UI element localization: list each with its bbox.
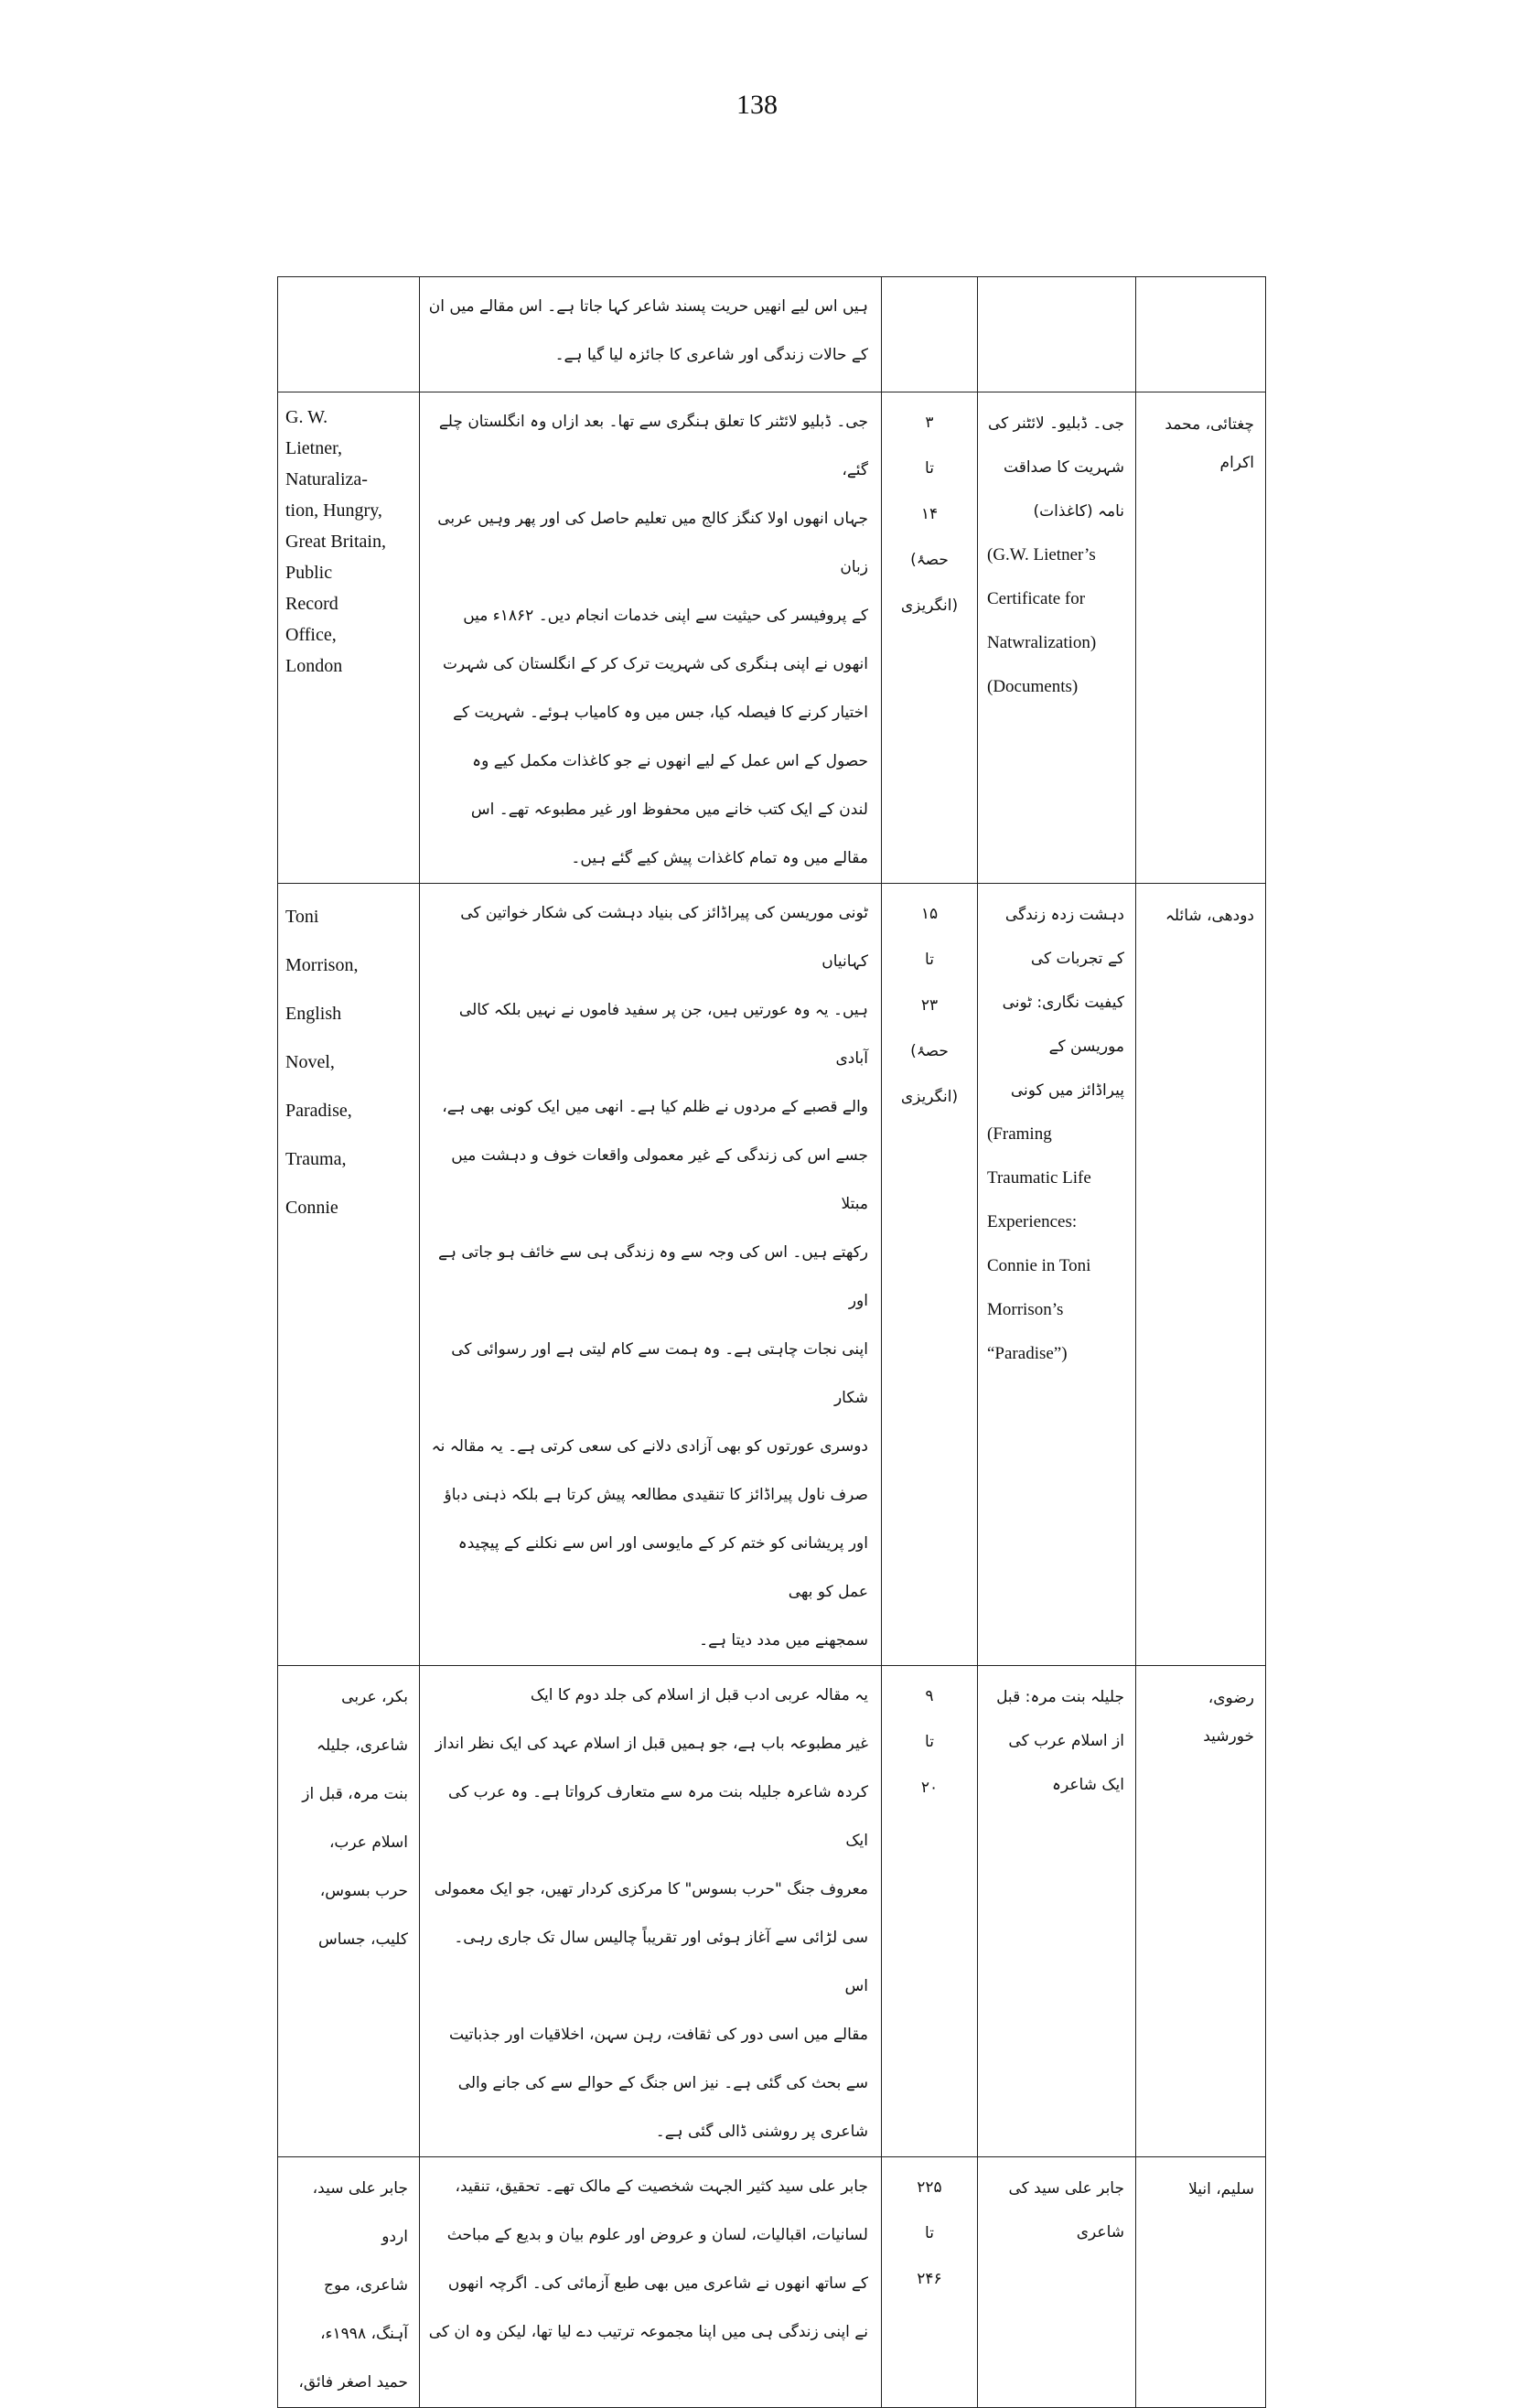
- keyword-line: Office,: [285, 625, 337, 645]
- author-cell: [1136, 2157, 1266, 2408]
- title-line: Natwralization): [987, 633, 1097, 652]
- abstract-cell: [420, 2157, 882, 2408]
- keywords: [278, 1666, 419, 1964]
- keyword-line: Novel,: [285, 1052, 335, 1072]
- title-line: “Paradise”): [987, 1344, 1068, 1363]
- abstract-line: انھوں نے اپنی ہنگری کی شہریت ترک کر کے انگلستان کی شہرت: [442, 655, 868, 673]
- keyword-line: Great Britain,: [285, 532, 386, 552]
- keyword-line: بنت مرہ، قبل از: [302, 1785, 408, 1803]
- article-title: [978, 392, 1135, 709]
- table-row: [278, 1666, 1266, 2157]
- abstract-line: ہیں۔ یہ وہ عورتیں ہیں، جن پر سفید فاموں نے نہیں بلکہ کالی آبادی: [458, 1001, 868, 1068]
- article-index-table: [277, 276, 1266, 2408]
- title-cell: [978, 884, 1136, 1666]
- pages-cell: [882, 392, 978, 884]
- keywords-cell: [278, 884, 420, 1666]
- article-title: [978, 2157, 1135, 2254]
- page-range-line: ۲۲۵: [917, 2178, 942, 2197]
- table-row: [278, 2157, 1266, 2408]
- title-cell: [978, 2157, 1136, 2408]
- abstract-line: اختیار کرنے کا فیصلہ کیا، جس میں وہ کامیاب ہوئے۔ شہریت کے: [453, 704, 868, 722]
- abstract-line: کے حالات زندگی اور شاعری کا جائزہ لیا گیا ہے۔: [554, 346, 868, 364]
- abstract-cell: [420, 884, 882, 1666]
- title-line: Connie in Toni: [987, 1256, 1091, 1275]
- page-range: [882, 1666, 977, 1811]
- keyword-line: آہنگ، ۱۹۹۸ء،: [320, 2325, 408, 2343]
- keywords-cell: [278, 392, 420, 884]
- abstract-line: لسانیات، اقبالیات، لسان و عروض اور علوم بیان و بدیع کے مباحث: [446, 2226, 868, 2244]
- abstract-line: ہیں اس لیے انھیں حریت پسند شاعر کہا جاتا ہے۔ اس مقالے میں ان: [428, 297, 868, 316]
- abstract-line: مقالے میں وہ تمام کاغذات پیش کیے گئے ہیں۔: [571, 849, 868, 867]
- abstract-line: والے قصبے کے مردوں نے ظلم کیا ہے۔ انھی میں ایک کونی بھی ہے،: [442, 1098, 868, 1116]
- abstract-line: کردہ شاعرہ جلیلہ بنت مرہ سے متعارف کرواتا ہے۔ وہ عرب کی ایک: [447, 1783, 868, 1850]
- title-cell: [978, 277, 1136, 392]
- abstract-cell: [420, 1666, 882, 2157]
- abstract-line: کے ساتھ انھوں نے شاعری میں بھی طبع آزمائی کی۔ اگرچہ انھوں: [447, 2274, 868, 2293]
- author-line: رضوی،: [1208, 1689, 1254, 1707]
- keyword-line: English: [285, 1004, 342, 1024]
- keywords-cell: [278, 277, 420, 392]
- author-line: اکرام: [1219, 454, 1254, 472]
- keyword-line: Paradise,: [285, 1101, 352, 1121]
- author-name: [1136, 1666, 1265, 1756]
- title-line: نامہ (کاغذات): [1033, 502, 1124, 521]
- abstract-line: مقالے میں اسی دور کی ثقافت، رہن سہن، اخلاقیات اور جذباتیت: [448, 2026, 868, 2044]
- author-line: خورشید: [1203, 1727, 1254, 1746]
- keyword-line: شاعری، موج: [323, 2276, 408, 2295]
- author-cell: [1136, 277, 1266, 392]
- title-line: کیفیت نگاری: ٹونی: [1002, 994, 1124, 1012]
- keyword-line: جابر علی سید، اردو: [312, 2179, 408, 2246]
- keyword-line: Trauma,: [285, 1149, 347, 1169]
- page-range-line: ۲۳: [920, 996, 939, 1015]
- author-cell: [1136, 884, 1266, 1666]
- author-cell: [1136, 392, 1266, 884]
- keyword-line: Naturaliza-: [285, 469, 368, 489]
- abstract-line: سے بحث کی گئی ہے۔ نیز اس جنگ کے حوالے سے کی جانے والی: [457, 2074, 868, 2092]
- abstract-line: لندن کے ایک کتب خانے میں محفوظ اور غیر مطبوعہ تھے۔ اس: [470, 801, 868, 819]
- keyword-line: حرب بسوس،: [319, 1882, 408, 1900]
- abstract: [420, 2157, 881, 2357]
- keywords: [278, 2157, 419, 2407]
- keywords-cell: [278, 1666, 420, 2157]
- keyword-line: Toni: [285, 907, 319, 927]
- abstract-line: کے پروفیسر کی حیثیت سے اپنی خدمات انجام دیں۔ ۱۸۶۲ء میں: [463, 607, 868, 625]
- abstract-line: صرف ناول پیراڈائز کا تنقیدی مطالعہ پیش کرتا ہے بلکہ ذہنی دباؤ: [444, 1486, 868, 1504]
- pages-cell: [882, 884, 978, 1666]
- keyword-line: Record: [285, 594, 338, 614]
- title-line: شاعری: [1076, 2223, 1124, 2241]
- pages-cell: [882, 277, 978, 392]
- page-range: [882, 884, 977, 1120]
- table-row: [278, 884, 1266, 1666]
- title-line: (Framing: [987, 1124, 1052, 1144]
- abstract: [420, 1666, 881, 2156]
- page-range-line: ۳: [925, 414, 934, 432]
- title-line: کے تجربات کی: [1030, 950, 1124, 968]
- abstract-cell: [420, 392, 882, 884]
- title-line: (Documents): [987, 677, 1079, 696]
- title-line: جابر علی سید کی: [1008, 2179, 1124, 2198]
- page-range-line: تا: [925, 951, 934, 969]
- page-range-line: ۱۴: [920, 505, 939, 523]
- page-range-line: تا: [925, 2224, 934, 2242]
- title-line: موریسن کے: [1048, 1037, 1124, 1056]
- title-line: Traumatic Life: [987, 1168, 1091, 1188]
- abstract-line: نے اپنی زندگی ہی میں اپنا مجموعہ ترتیب دے لیا تھا، لیکن وہ ان کی: [428, 2323, 868, 2341]
- pages-cell: [882, 2157, 978, 2408]
- title-cell: [978, 392, 1136, 884]
- title-line: Experiences:: [987, 1212, 1078, 1231]
- abstract-line: یہ مقالہ عربی ادب قبل از اسلام کی جلد دوم کا ایک: [530, 1686, 868, 1704]
- keywords: [278, 277, 419, 285]
- title-line: جلیلہ بنت مرہ: قبل: [996, 1688, 1124, 1706]
- abstract-line: جی۔ ڈبلیو لائٹنر کا تعلق ہنگری سے تھا۔ بعد ازاں وہ انگلستان چلے گئے،: [438, 413, 868, 479]
- keyword-line: tion, Hungry,: [285, 500, 382, 521]
- abstract-line: اور پریشانی کو ختم کر کے مایوسی اور اس سے نکلنے کے پیچیدہ عمل کو بھی: [457, 1534, 868, 1601]
- abstract: [420, 884, 881, 1665]
- keyword-line: Public: [285, 563, 333, 583]
- keyword-line: Morrison,: [285, 955, 359, 975]
- article-title: [978, 277, 1135, 286]
- page-range-line: (حصۂ: [910, 551, 949, 569]
- keyword-line: London: [285, 656, 343, 676]
- page-range-line: انگریزی): [900, 597, 959, 615]
- page-range: [882, 2157, 977, 2302]
- author-name: [1136, 392, 1265, 482]
- title-line: Certificate for: [987, 589, 1086, 608]
- keyword-line: اسلام عرب،: [328, 1833, 408, 1852]
- article-title: [978, 884, 1135, 1376]
- title-line: دہشت زدہ زندگی: [1004, 906, 1124, 924]
- table-row: [278, 392, 1266, 884]
- author-line: چغتائی، محمد: [1165, 415, 1254, 434]
- keyword-line: Lietner,: [285, 438, 342, 458]
- author-cell: [1136, 1666, 1266, 2157]
- pages-cell: [882, 1666, 978, 2157]
- abstract: [420, 392, 881, 883]
- page-range-line: (حصۂ: [910, 1042, 949, 1060]
- keyword-line: شاعری، جلیلہ: [317, 1736, 408, 1755]
- page-range: [882, 277, 977, 285]
- page-range-line: ۱۵: [920, 905, 939, 923]
- title-line: از اسلام عرب کی: [1008, 1732, 1124, 1750]
- abstract-line: جابر علی سید کثیر الجہت شخصیت کے مالک تھے۔ تحقیق، تنقید،: [455, 2177, 868, 2196]
- title-cell: [978, 1666, 1136, 2157]
- abstract-line: ٹونی موریسن کی پیراڈائز کی بنیاد دہشت کی شکار خواتین کی کہانیاں: [460, 904, 868, 971]
- abstract-line: سمجھنے میں مدد دیتا ہے۔: [699, 1631, 868, 1650]
- author-name: [1136, 2157, 1265, 2209]
- title-line: ایک شاعرہ: [1052, 1776, 1124, 1794]
- keyword-line: G. W.: [285, 407, 328, 427]
- table-row: [278, 277, 1266, 392]
- keyword-line: کلیب، جساس: [317, 1930, 408, 1949]
- abstract-line: سی لڑائی سے آغاز ہوئی اور تقریباً چالیس سال تک جاری رہی۔ اس: [454, 1929, 868, 1995]
- author-line: سلیم، انیلا: [1188, 2180, 1254, 2198]
- abstract-line: شاعری پر روشنی ڈالی گئی ہے۔: [655, 2123, 868, 2141]
- title-line: پیراڈائز میں کونی: [1010, 1081, 1124, 1100]
- abstract-cell: [420, 277, 882, 392]
- keywords: [278, 884, 419, 1232]
- abstract: [420, 277, 881, 380]
- abstract-line: دوسری عورتوں کو بھی آزادی دلانے کی سعی کرتی ہے۔ یہ مقالہ نہ: [431, 1437, 868, 1456]
- keyword-line: حمید اصغر فائق،: [298, 2373, 408, 2392]
- article-title: [978, 1666, 1135, 1807]
- keywords-cell: [278, 2157, 420, 2408]
- keyword-line: Connie: [285, 1198, 338, 1218]
- page-range-line: ۹: [925, 1687, 934, 1705]
- author-name: [1136, 884, 1265, 935]
- page-range-line: ۲۴۶: [917, 2270, 942, 2288]
- abstract-line: جسے اس کی زندگی کے غیر معمولی واقعات خوف و دہشت میں مبتلا: [451, 1146, 868, 1213]
- author-name: [1136, 277, 1265, 290]
- title-line: شہریت کا صداقت: [1004, 458, 1124, 477]
- keywords: [278, 392, 419, 682]
- abstract-line: اپنی نجات چاہتی ہے۔ وہ ہمت سے کام لیتی ہے اور رسوائی کی شکار: [451, 1340, 868, 1407]
- page-range-line: تا: [925, 459, 934, 478]
- page-number: 138: [736, 90, 778, 120]
- page-range-line: تا: [925, 1733, 934, 1751]
- page-range-line: ۲۰: [920, 1779, 939, 1797]
- abstract-line: جہاں انھوں اولا کنگز کالج میں تعلیم حاصل کی اور پھر وہیں عربی زبان: [437, 510, 868, 576]
- abstract-line: معروف جنگ "حرب بسوس" کا مرکزی کردار تھیں، جو ایک معمولی: [434, 1880, 868, 1898]
- abstract-line: حصول کے اس عمل کے لیے انھوں نے جو کاغذات مکمل کیے وہ: [472, 752, 868, 770]
- keyword-line: بکر، عربی: [341, 1688, 408, 1706]
- abstract-line: غیر مطبوعہ باب ہے، جو ہمیں قبل از اسلام عہد کی ایک نظر انداز: [435, 1735, 868, 1753]
- page-range: [882, 392, 977, 629]
- author-line: دودھی، شائلہ: [1165, 907, 1254, 925]
- title-line: Morrison’s: [987, 1300, 1064, 1319]
- title-line: (G.W. Lietner’s: [987, 545, 1096, 564]
- page-range-line: انگریزی): [900, 1088, 959, 1106]
- abstract-line: رکھتے ہیں۔ اس کی وجہ سے وہ زندگی ہی سے خائف ہو جاتی ہے اور: [438, 1243, 868, 1310]
- title-line: جی۔ ڈبلیو۔ لائٹنر کی: [988, 414, 1124, 433]
